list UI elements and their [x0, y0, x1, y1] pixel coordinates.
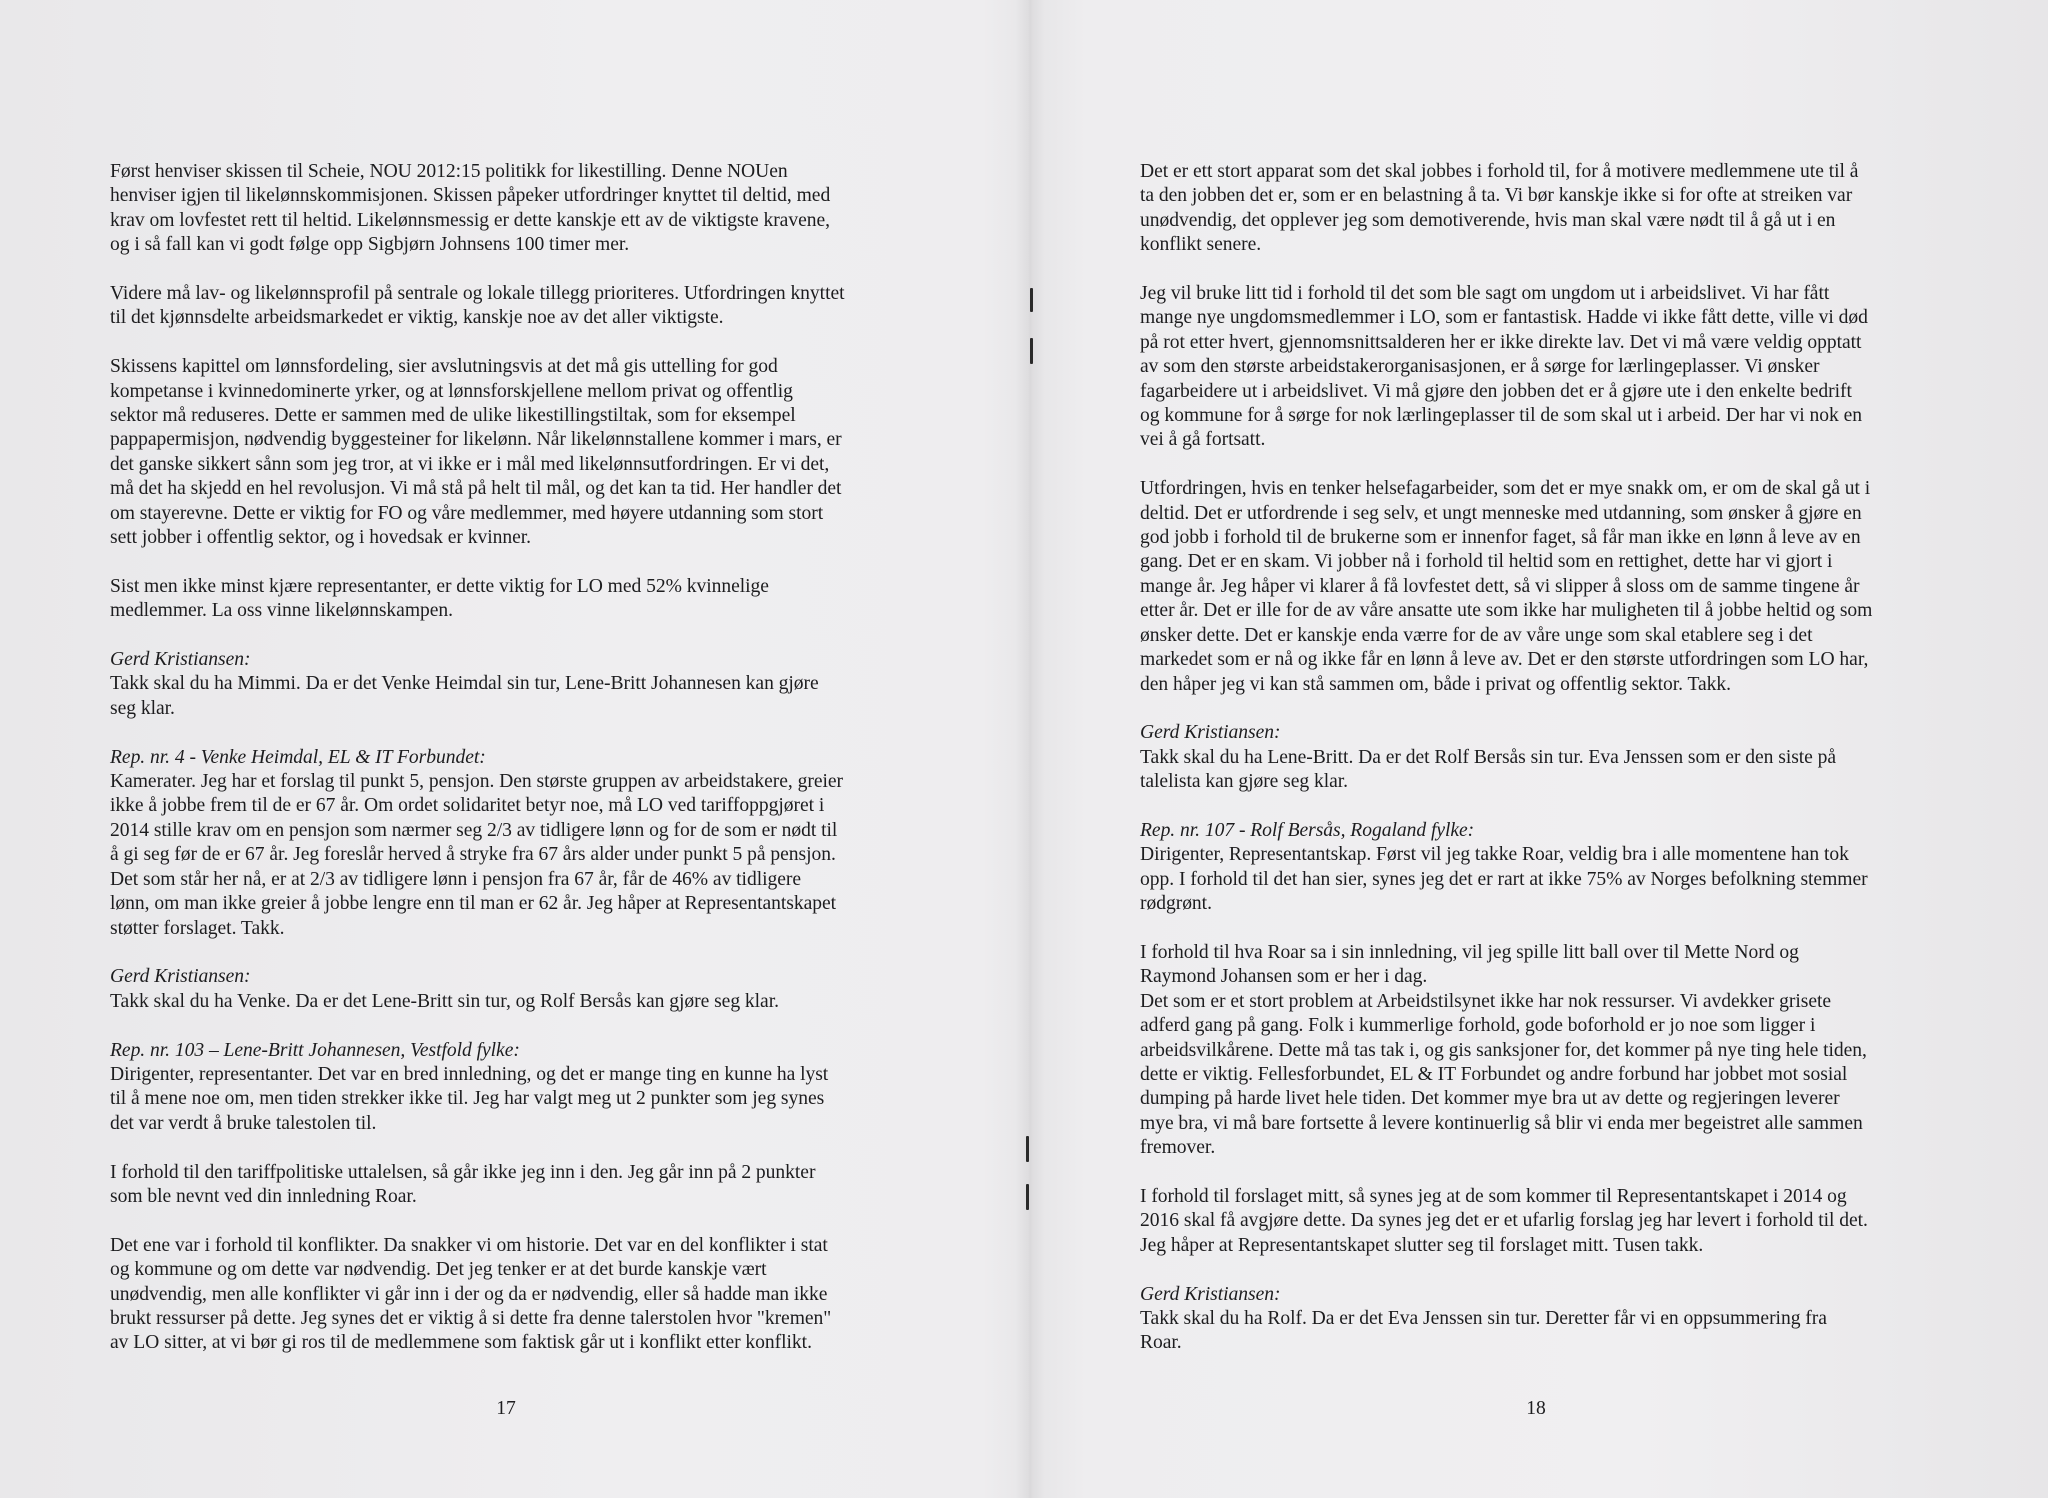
speaker-heading: Gerd Kristiansen: — [110, 966, 251, 988]
paragraph: Jeg vil bruke litt tid i forhold til det som ble sagt om ungdom ut i arbeidslivet. Vi har fått mange nye ungdomsmedlemmer i LO, som er fantastisk. Hadde vi ikke fått dette, ville vi død på rot etter hvert, gjennomsnittsalderen her er ikke direkte lav. Det vi må være veldig opptatt av som den største arbeidstakerorganisasjonen, er å sørge for lærlingeplasser. Vi ønsker fagarbeidere ut i arbeidslivet. Vi må gjøre den jobben det er å gjøre ute i den enkelte bedrift og kommune for å sørge for nok lærlingeplasser til de som skal ut i arbeid. Der har vi nok en vei å gå fortsatt. — [1140, 283, 1868, 451]
right-page — [1140, 160, 1930, 1380]
staple-top-upper — [1030, 288, 1033, 312]
paragraph: I forhold til hva Roar sa i sin innledning, vil jeg spille litt ball over til Mette Nord og Raymond Johansen som er her i dag. Det som er et stort problem at Arbeidstilsynet ikke har nok ressurser. Vi avdekker grisete adferd gang på gang. Folk i kummerlige forhold, gode boforhold er jo noe som ligger i arbeidsvilkårene. Dette må tas tak i, og gis sanksjoner for, det kommer på nye ting hele tiden, dette er viktig. Fellesforbundet, EL & IT Forbundet og andre forbund har jobbet mot sosial dumping på harde livet hele tiden. Det kommer mye bra ut av dette og regjeringen leverer mye bra, vi må bare fortsette å levere kontinuerlig så blir vi enda mer begeistret alle sammen fremover. — [1140, 941, 1867, 1159]
speech: Takk skal du ha Mimmi. Da er det Venke Heimdal sin tur, Lene-Britt Johannesen kan gjøre seg klar. — [110, 673, 819, 719]
left-page — [110, 160, 900, 1380]
paragraph: Skissens kapittel om lønnsfordeling, sier avslutningsvis at det må gis uttelling for god kompetanse i kvinnedominerte yrker, og at lønnsforskjellene mellom privat og offentlig sektor må reduseres. Dette er sammen med de ulike likestillingstiltak, som for eksempel pappapermisjon, nødvendig byggesteiner for likelønn. Når likelønnstallene kommer i mars, er det ganske sikkert sånn som jeg tror, at vi ikke er i mål med likelønnsutfordringen. Er vi det, må det ha skjedd en hel revolusjon. Vi må stå på helt til mål, og det kan ta tid. Her handler det om stayerevne. Dette er viktig for FO og våre medlemmer, med høyere utdanning som stort sett jobber i offentlig sektor, og i hovedsak er kvinner. — [110, 356, 842, 549]
speaker-heading: Gerd Kristiansen: — [1140, 722, 1281, 744]
speech: Takk skal du ha Venke. Da er det Lene-Britt sin tur, og Rolf Bersås kan gjøre seg klar. — [110, 990, 779, 1012]
paragraph: Det ene var i forhold til konflikter. Da snakker vi om historie. Det var en del konflikter i stat og kommune og om dette var nødvendig. Det jeg tenker er at det burde kanskje vært unødvendig, men alle konflikter vi går inn i der og da er nødvendig, eller så hadde man ikke brukt ressurser på dette. Jeg synes det er viktig å si dette fra denne talerstolen hvor "kremen" av LO sitter, at vi bør gi ros til de medlemmene som faktisk går ut i konflikt etter konflikt. — [110, 1234, 832, 1354]
speaker-heading: Gerd Kristiansen: — [110, 649, 251, 671]
paragraph: Først henviser skissen til Scheie, NOU 2012:15 politikk for likestilling. Denne NOUen henviser igjen til likelønnskommisjonen. Skissen påpeker utfordringer knyttet til deltid, med krav om lovfestet rett til heltid. Likelønnsmessig er dette kanskje ett av de viktigste kravene, og i så fall kan vi godt følge opp Sigbjørn Johnsens 100 timer mer. — [110, 161, 831, 256]
staple-bottom-lower — [1026, 1184, 1029, 1210]
staple-bottom-upper — [1026, 1136, 1029, 1162]
page-number-left: 17 — [496, 1398, 516, 1419]
speaker-heading: Rep. nr. 103 – Lene-Britt Johannesen, Vestfold fylke: — [110, 1039, 520, 1061]
speech: Takk skal du ha Rolf. Da er det Eva Jenssen sin tur. Deretter får vi en oppsummering fra Roar. — [1140, 1307, 1827, 1354]
paragraph: Sist men ikke minst kjære representanter, er dette viktig for LO med 52% kvinnelige medlemmer. La oss vinne likelønnskampen. — [110, 575, 769, 622]
speaker-heading: Rep. nr. 4 - Venke Heimdal, EL & IT Forbundet: — [110, 746, 486, 768]
speech: Kamerater. Jeg har et forslag til punkt 5, pensjon. Den største gruppen av arbeidstakere, greier ikke å jobbe frem til de er 67 år. Om ordet solidaritet betyr noe, må LO ved tariffoppgjøret i 2014 stille krav om en pensjon som nærmer seg 2/3 av tidligere lønn og for de som er nødt til å gi seg før de er 67 år. Jeg foreslår herved å stryke fra 67 års alder under punkt 5 på pensjon. Det som står her nå, er at 2/3 av tidligere lønn i pensjon fra 67 år, får de 46% av tidligere lønn, om man ikke greier å jobbe lengre enn til man er 62 år. Jeg håper at Representantskapet støtter forslaget. Takk. — [110, 771, 843, 939]
staple-top-lower — [1030, 338, 1033, 364]
paragraph: I forhold til forslaget mitt, så synes jeg at de som kommer til Representantskapet i 2014 og 2016 skal få avgjøre dette. Da synes jeg det er et ufarlig forslag jeg har levert i forhold til det. Jeg håper at Representantskapet slutter seg til forslaget mitt. Tusen takk. — [1140, 1185, 1868, 1256]
paragraph: Utfordringen, hvis en tenker helsefagarbeider, som det er mye snakk om, er om de skal gå ut i deltid. Det er utfordrende i seg selv, et ungt menneske med utdanning, som ønsker å gjøre en god jobb i forhold til de brukerne som er innenfor faget, så får man ikke en lønn å leve av en gang. Det er en skam. Vi jobber nå i forhold til heltid som en rettighet, dette har vi gjort i mange år. Jeg håper vi klarer å få lovfestet dett, så vi slipper å sloss om de samme tingene år etter år. Det er ille for de av våre ansatte ute som ikke har muligheten til å jobbe heltid og som ønsker dette. Det er kanskje enda værre for de av våre unge som skal etablere seg i det markedet som er nå og ikke får en lønn å leve av. Det er den største utfordringen som LO har, den håper jeg vi kan stå sammen om, både i privat og offentlig sektor. Takk. — [1140, 478, 1873, 695]
paragraph: I forhold til den tariffpolitiske uttalelsen, så går ikke jeg inn i den. Jeg går inn på 2 punkter som ble nevnt ved din innledning Roar. — [110, 1161, 816, 1207]
paragraph: Det er ett stort apparat som det skal jobbes i forhold til, for å motivere medlemmene ute til å ta den jobben det er, som er en belastning å ta. Vi bør kanskje ikke si for ofte at streiken var unødvendig, det opplever jeg som demotiverende, hvis man skal være nødt til å gå ut i en konflikt senere. — [1140, 161, 1859, 256]
speech: Dirigenter, Representantskap. Først vil jeg takke Roar, veldig bra i alle momentene han tok opp. I forhold til det han sier, synes jeg det er rart at ikke 75% av Norges befolkning stemmer rødgrønt. — [1140, 844, 1868, 915]
speaker-heading: Gerd Kristiansen: — [1140, 1283, 1281, 1305]
speaker-heading: Rep. nr. 107 - Rolf Bersås, Rogaland fylke: — [1140, 819, 1475, 841]
page-number-right: 18 — [1526, 1398, 1546, 1419]
speech: Dirigenter, representanter. Det var en bred innledning, og det er mange ting en kunne ha lyst til å mene noe om, men tiden strekker ikke til. Jeg har valgt meg ut 2 punkter som jeg synes det var verdt å bruke talestolen til. — [110, 1063, 829, 1134]
paragraph: Videre må lav- og likelønnsprofil på sentrale og lokale tillegg prioriteres. Utfordringen knyttet til det kjønnsdelte arbeidsmarkedet er viktig, kanskje noe av det aller viktigste. — [110, 283, 845, 329]
page-fold — [1015, 0, 1045, 1498]
speech: Takk skal du ha Lene-Britt. Da er det Rolf Bersås sin tur. Eva Jenssen som er den siste på talelista kan gjøre seg klar. — [1140, 746, 1837, 793]
